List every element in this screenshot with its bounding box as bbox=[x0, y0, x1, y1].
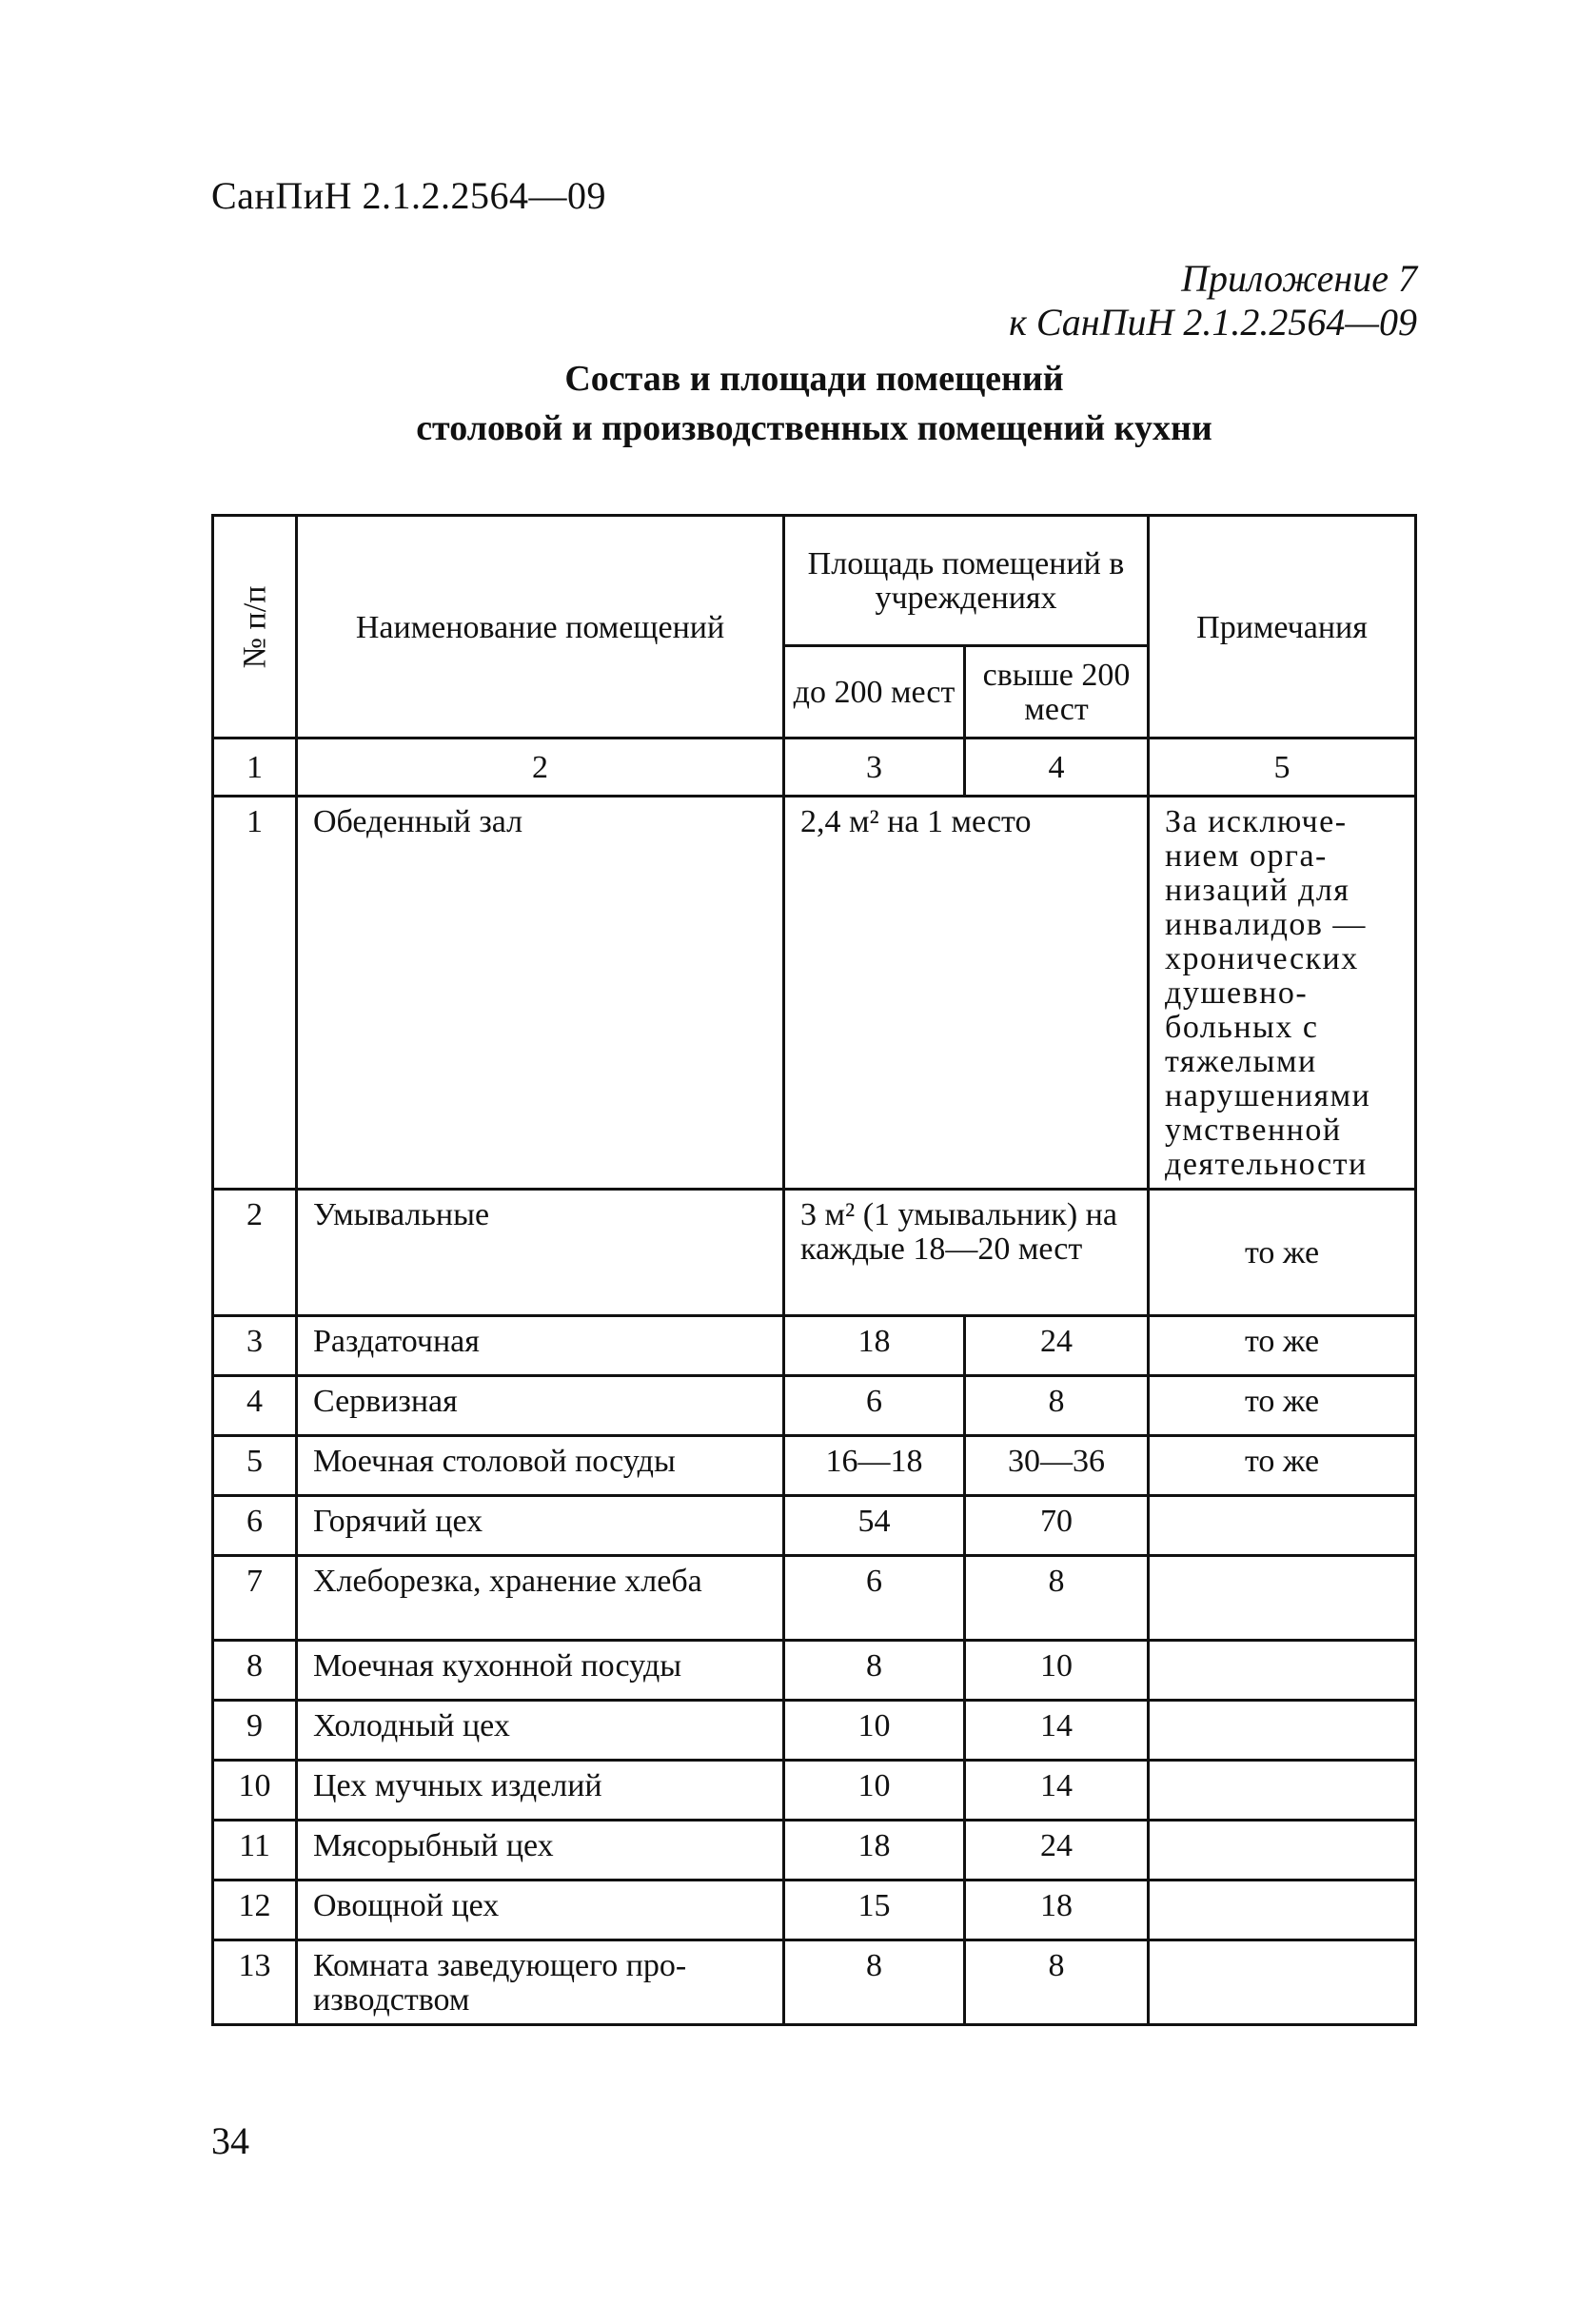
room-name: Цех мучных изделий bbox=[297, 1761, 784, 1821]
area-over-200: 24 bbox=[965, 1316, 1149, 1376]
area-over-200: 70 bbox=[965, 1496, 1149, 1556]
room-name: Горячий цех bbox=[297, 1496, 784, 1556]
area-over-200: 10 bbox=[965, 1641, 1149, 1701]
room-area: 3 м² (1 умывальник) на каждые 18—20 мест bbox=[784, 1190, 1149, 1316]
area-upto-200: 8 bbox=[784, 1641, 965, 1701]
column-index: 5 bbox=[1149, 738, 1416, 797]
table-row bbox=[213, 1940, 1416, 2025]
area-over-200: 14 bbox=[965, 1701, 1149, 1761]
room-name: Мясорыбный цех bbox=[297, 1821, 784, 1881]
area-over-200: 24 bbox=[965, 1821, 1149, 1881]
room-note bbox=[1149, 1496, 1416, 1556]
table-title-line-1: Состав и площади помещений bbox=[564, 359, 1064, 399]
table-title bbox=[211, 354, 1417, 453]
row-number: 8 bbox=[213, 1641, 297, 1701]
header-room-name: Наименование помещений bbox=[297, 516, 784, 738]
appendix-number: Приложение 7 bbox=[1181, 257, 1417, 300]
row-number: 6 bbox=[213, 1496, 297, 1556]
header-notes: Примечания bbox=[1149, 516, 1416, 738]
row-number: 12 bbox=[213, 1881, 297, 1940]
room-note: то же bbox=[1149, 1190, 1416, 1316]
room-note bbox=[1149, 1821, 1416, 1881]
area-upto-200: 10 bbox=[784, 1761, 965, 1821]
row-number: 13 bbox=[213, 1940, 297, 2025]
area-over-200: 8 bbox=[965, 1376, 1149, 1436]
room-note: то же bbox=[1149, 1376, 1416, 1436]
column-index: 2 bbox=[297, 738, 784, 797]
area-upto-200: 10 bbox=[784, 1701, 965, 1761]
appendix-reference bbox=[1009, 257, 1417, 345]
table-row bbox=[213, 1881, 1416, 1940]
room-name: Умывальные bbox=[297, 1190, 784, 1316]
area-upto-200: 15 bbox=[784, 1881, 965, 1940]
room-name: Холодный цех bbox=[297, 1701, 784, 1761]
row-number: 2 bbox=[213, 1190, 297, 1316]
row-number: 4 bbox=[213, 1376, 297, 1436]
row-number: 11 bbox=[213, 1821, 297, 1881]
row-number: 7 bbox=[213, 1556, 297, 1641]
area-upto-200: 8 bbox=[784, 1940, 965, 2025]
room-note: За исключе-нием орга-низаций для инвалидов — хронических душевно-больных с тяжелыми нарушениями умственной деятельности bbox=[1149, 797, 1416, 1190]
room-name: Овощной цех bbox=[297, 1881, 784, 1940]
area-upto-200: 16—18 bbox=[784, 1436, 965, 1496]
area-upto-200: 18 bbox=[784, 1821, 965, 1881]
header-number: № п/п bbox=[213, 516, 297, 738]
header-upto-200: до 200 мест bbox=[784, 646, 965, 738]
table-row bbox=[213, 1436, 1416, 1496]
column-index: 1 bbox=[213, 738, 297, 797]
table-row bbox=[213, 1316, 1416, 1376]
table-row bbox=[213, 1190, 1416, 1316]
column-index: 4 bbox=[965, 738, 1149, 797]
room-note bbox=[1149, 1881, 1416, 1940]
room-note bbox=[1149, 1701, 1416, 1761]
room-note bbox=[1149, 1761, 1416, 1821]
rooms-table bbox=[211, 514, 1417, 2026]
room-area: 2,4 м² на 1 место bbox=[784, 797, 1149, 1190]
room-name: Комната заведующего про-изводством bbox=[297, 1940, 784, 2025]
area-upto-200: 6 bbox=[784, 1556, 965, 1641]
page-number: 34 bbox=[211, 2119, 249, 2162]
room-name: Хлеборезка, хранение хлеба bbox=[297, 1556, 784, 1641]
header-area: Площадь помещений в учреждениях bbox=[784, 516, 1149, 646]
table-row bbox=[213, 1496, 1416, 1556]
area-over-200: 30—36 bbox=[965, 1436, 1149, 1496]
table-header-row bbox=[213, 516, 1416, 646]
document-code-header: СанПиН 2.1.2.2564—09 bbox=[211, 174, 607, 217]
table-row bbox=[213, 1761, 1416, 1821]
table-row bbox=[213, 1701, 1416, 1761]
table-row bbox=[213, 1556, 1416, 1641]
room-name: Моечная столовой посуды bbox=[297, 1436, 784, 1496]
appendix-document-ref: к СанПиН 2.1.2.2564—09 bbox=[1009, 301, 1417, 344]
area-upto-200: 6 bbox=[784, 1376, 965, 1436]
room-name: Моечная кухонной посуды bbox=[297, 1641, 784, 1701]
area-upto-200: 18 bbox=[784, 1316, 965, 1376]
table-row bbox=[213, 1376, 1416, 1436]
room-note bbox=[1149, 1641, 1416, 1701]
room-note bbox=[1149, 1940, 1416, 2025]
header-over-200: свыше 200 мест bbox=[965, 646, 1149, 738]
row-number: 10 bbox=[213, 1761, 297, 1821]
area-over-200: 18 bbox=[965, 1881, 1149, 1940]
table-row bbox=[213, 1641, 1416, 1701]
row-number: 1 bbox=[213, 797, 297, 1190]
room-name: Раздаточная bbox=[297, 1316, 784, 1376]
area-over-200: 14 bbox=[965, 1761, 1149, 1821]
area-over-200: 8 bbox=[965, 1556, 1149, 1641]
room-note: то же bbox=[1149, 1436, 1416, 1496]
table-row bbox=[213, 1821, 1416, 1881]
row-number: 5 bbox=[213, 1436, 297, 1496]
column-index: 3 bbox=[784, 738, 965, 797]
room-note bbox=[1149, 1556, 1416, 1641]
row-number: 3 bbox=[213, 1316, 297, 1376]
room-name: Сервизная bbox=[297, 1376, 784, 1436]
row-number: 9 bbox=[213, 1701, 297, 1761]
column-index-row bbox=[213, 738, 1416, 797]
room-note: то же bbox=[1149, 1316, 1416, 1376]
table-title-line-2: столовой и производственных помещений кухни bbox=[416, 408, 1212, 448]
table-row bbox=[213, 797, 1416, 1190]
area-upto-200: 54 bbox=[784, 1496, 965, 1556]
room-name: Обеденный зал bbox=[297, 797, 784, 1190]
area-over-200: 8 bbox=[965, 1940, 1149, 2025]
